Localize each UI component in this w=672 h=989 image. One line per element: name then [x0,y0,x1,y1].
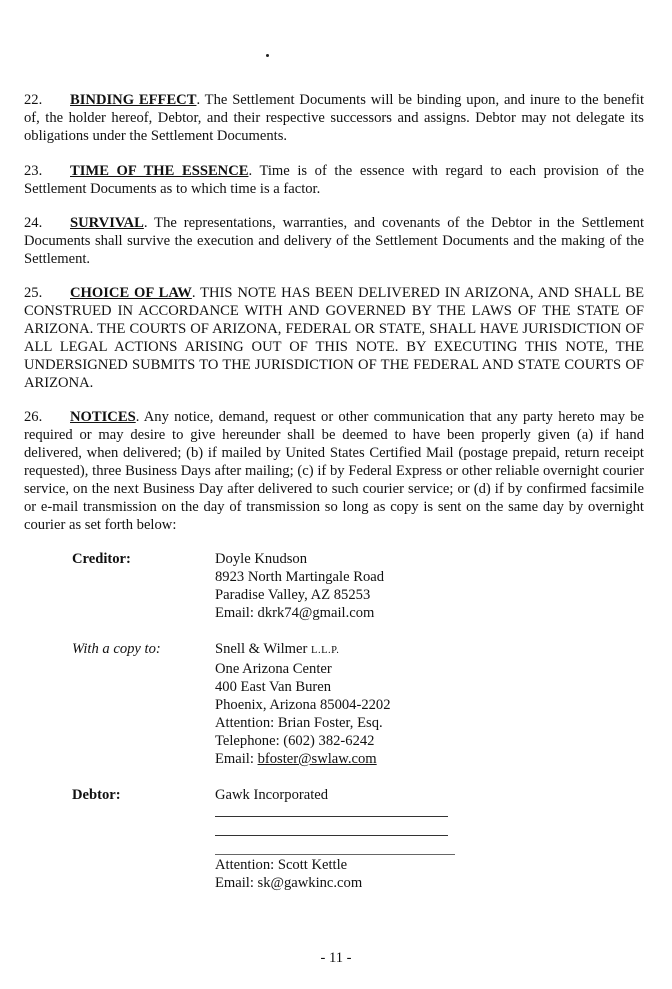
section-heading: CHOICE OF LAW [70,285,192,301]
copy-label: With a copy to: [72,641,161,657]
debtor-label: Debtor: [72,787,121,803]
debtor-name: Gawk Incorporated [215,787,329,803]
blank-line [215,835,448,836]
section-heading: BINDING EFFECT [70,92,197,108]
debtor-email: Email: sk@gawkinc.com [215,875,363,891]
section-number: 24. [24,215,43,231]
copy-line: One Arizona Center [215,661,332,677]
section-body: . Time is of the essence with regard to each provision of the Settlement Documents as to which time is a factor. [24,163,644,197]
creditor-street: 8923 North Martingale Road [215,569,385,585]
copy-line: Phoenix, Arizona 85004-2202 [215,697,391,713]
creditor-city: Paradise Valley, AZ 85253 [215,587,371,603]
section-25 [24,284,644,392]
copy-telephone: Telephone: (602) 382-6242 [215,733,375,749]
section-26 [24,408,644,534]
section-body: . The Settlement Documents will be binding upon, and inure to the benefit of, the holder hereof, Debtor, and their respective successors and assigns. Debtor may not delegate its obligations under the Settlement Documents. [24,92,645,144]
section-body: . Any notice, demand, request or other communication that any party hereto may be required or may desire to give hereunder shall be deemed to have been properly given (a) if hand delivered, when delivered; (b) if mailed by United States Certified Mail (postage prepaid, return receipt requested), three Business Days after mailing; (c) if by Federal Express or other reliable overnight courier service, on the next Business Day after delivered to such courier service; or (d) if by confirmed facsimile or e-mail transmission on the day of transmission so long as copy is sent on the same day by overnight courier as set forth below: [24,409,644,533]
section-heading: NOTICES [70,409,136,425]
debtor-attention: Attention: Scott Kettle [215,857,348,873]
creditor-email: Email: dkrk74@gmail.com [215,605,375,621]
debtor-contact [215,856,362,892]
section-heading: SURVIVAL [70,215,144,231]
copy-firm: Snell & Wilmer L.L.P. [215,641,340,657]
section-number: 22. [24,92,43,108]
copy-email-link[interactable]: bfoster@swlaw.com [257,751,377,767]
section-number: 23. [24,163,43,179]
section-heading: TIME OF THE ESSENCE [70,163,249,179]
section-24 [24,214,644,268]
copy-line: 400 East Van Buren [215,679,332,695]
section-body: . The representations, warranties, and covenants of the Debtor in the Settlement Documents shall survive the execution and delivery of the Settlement Documents and the making of the Settlement. [24,215,644,267]
scan-speck [266,54,269,57]
section-number: 26. [24,409,43,425]
creditor-address [215,550,384,622]
copy-email: Email: bfoster@swlaw.com [215,751,377,767]
section-number: 25. [24,285,43,301]
creditor-name: Doyle Knudson [215,551,308,567]
copy-attention: Attention: Brian Foster, Esq. [215,715,383,731]
section-23 [24,162,644,198]
section-body: . THIS NOTE HAS BEEN DELIVERED IN ARIZONA, AND SHALL BE CONSTRUED IN ACCORDANCE WITH AND GOVERNED BY THE LAWS OF THE STATE OF ARIZONA. THE COURTS OF ARIZONA, FEDERAL OR STATE, SHALL HAVE JURISDICTION OF ALL LEGAL ACTIONS ARISING OUT OF THIS NOTE. BY EXECUTING THIS NOTE, THE UNDERSIGNED SUBMITS TO THE JURISDICTION OF THE FEDERAL AND STATE COURTS OF ARIZONA. [24,285,644,391]
page-number: - 11 - [320,950,352,966]
section-22 [24,91,644,145]
creditor-label: Creditor: [72,551,131,567]
blank-line [215,854,455,855]
copy-address [215,640,391,768]
blank-line [215,816,448,817]
